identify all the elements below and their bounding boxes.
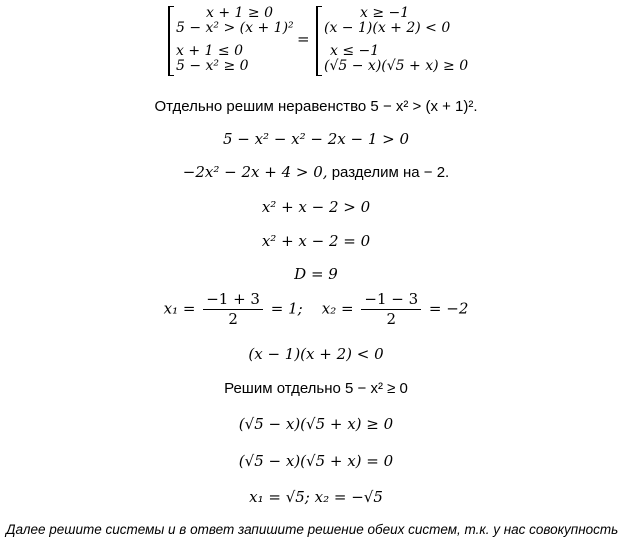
right-sys2-row2: (√5 − x)(√5 + x) ≥ 0 bbox=[324, 58, 469, 74]
x2-denominator: 2 bbox=[386, 310, 397, 328]
step-2 bbox=[0, 163, 632, 181]
right-system-1 bbox=[324, 6, 450, 36]
right-system-2 bbox=[324, 44, 468, 74]
step-3: x² + x − 2 > 0 bbox=[261, 198, 371, 216]
step-6: (x − 1)(x + 2) < 0 bbox=[248, 345, 384, 363]
left-sys2-row1: x + 1 ≤ 0 bbox=[176, 43, 243, 59]
x2-label: x₂ = bbox=[321, 299, 354, 318]
left-system-1 bbox=[176, 6, 294, 36]
step-2-expr: −2x² − 2x + 4 > 0, bbox=[182, 163, 328, 181]
x2-value: = −2 bbox=[428, 299, 469, 318]
left-sys1-row2: 5 − x² > (x + 1)² bbox=[176, 20, 294, 36]
equals-sign: = bbox=[297, 30, 310, 48]
step-7: Решим отдельно 5 − x² ≥ 0 bbox=[224, 380, 408, 397]
step-1: 5 − x² − x² − 2x − 1 > 0 bbox=[222, 130, 410, 148]
step-4: x² + x − 2 = 0 bbox=[261, 232, 371, 250]
step-solve-intro: Отдельно решим неравенство 5 − x² > (x + 1)². bbox=[154, 98, 478, 115]
roots-2: x₁ = √5; x₂ = −√5 bbox=[249, 488, 383, 506]
left-sys1-row1: x + 1 ≥ 0 bbox=[206, 5, 273, 21]
step-8: (√5 − x)(√5 + x) ≥ 0 bbox=[238, 415, 394, 433]
footer-note: Далее решите системы и в ответ запишите решение обеих систем, т.к. у нас совокупность bbox=[6, 522, 619, 537]
roots-1 bbox=[0, 290, 632, 329]
step-2-text: разделим на − 2. bbox=[327, 164, 450, 181]
step-9: (√5 − x)(√5 + x) = 0 bbox=[238, 452, 394, 470]
left-outer-bracket bbox=[168, 6, 174, 76]
x1-label: x₁ = bbox=[163, 299, 196, 318]
right-outer-bracket bbox=[316, 6, 322, 76]
left-system-2 bbox=[176, 44, 249, 74]
x2-fraction bbox=[361, 290, 421, 329]
right-sys2-row1: x ≤ −1 bbox=[330, 43, 380, 59]
x1-denominator: 2 bbox=[228, 310, 238, 328]
x1-value: = 1; bbox=[270, 299, 303, 318]
step-5: D = 9 bbox=[294, 265, 338, 283]
x1-numerator: −1 + 3 bbox=[203, 290, 263, 310]
right-sys1-row2: (x − 1)(x + 2) < 0 bbox=[324, 20, 451, 36]
right-sys1-row1: x ≥ −1 bbox=[360, 5, 410, 21]
left-sys2-row2: 5 − x² ≥ 0 bbox=[176, 58, 249, 74]
x2-numerator: −1 − 3 bbox=[361, 290, 421, 310]
x1-fraction bbox=[203, 290, 263, 329]
